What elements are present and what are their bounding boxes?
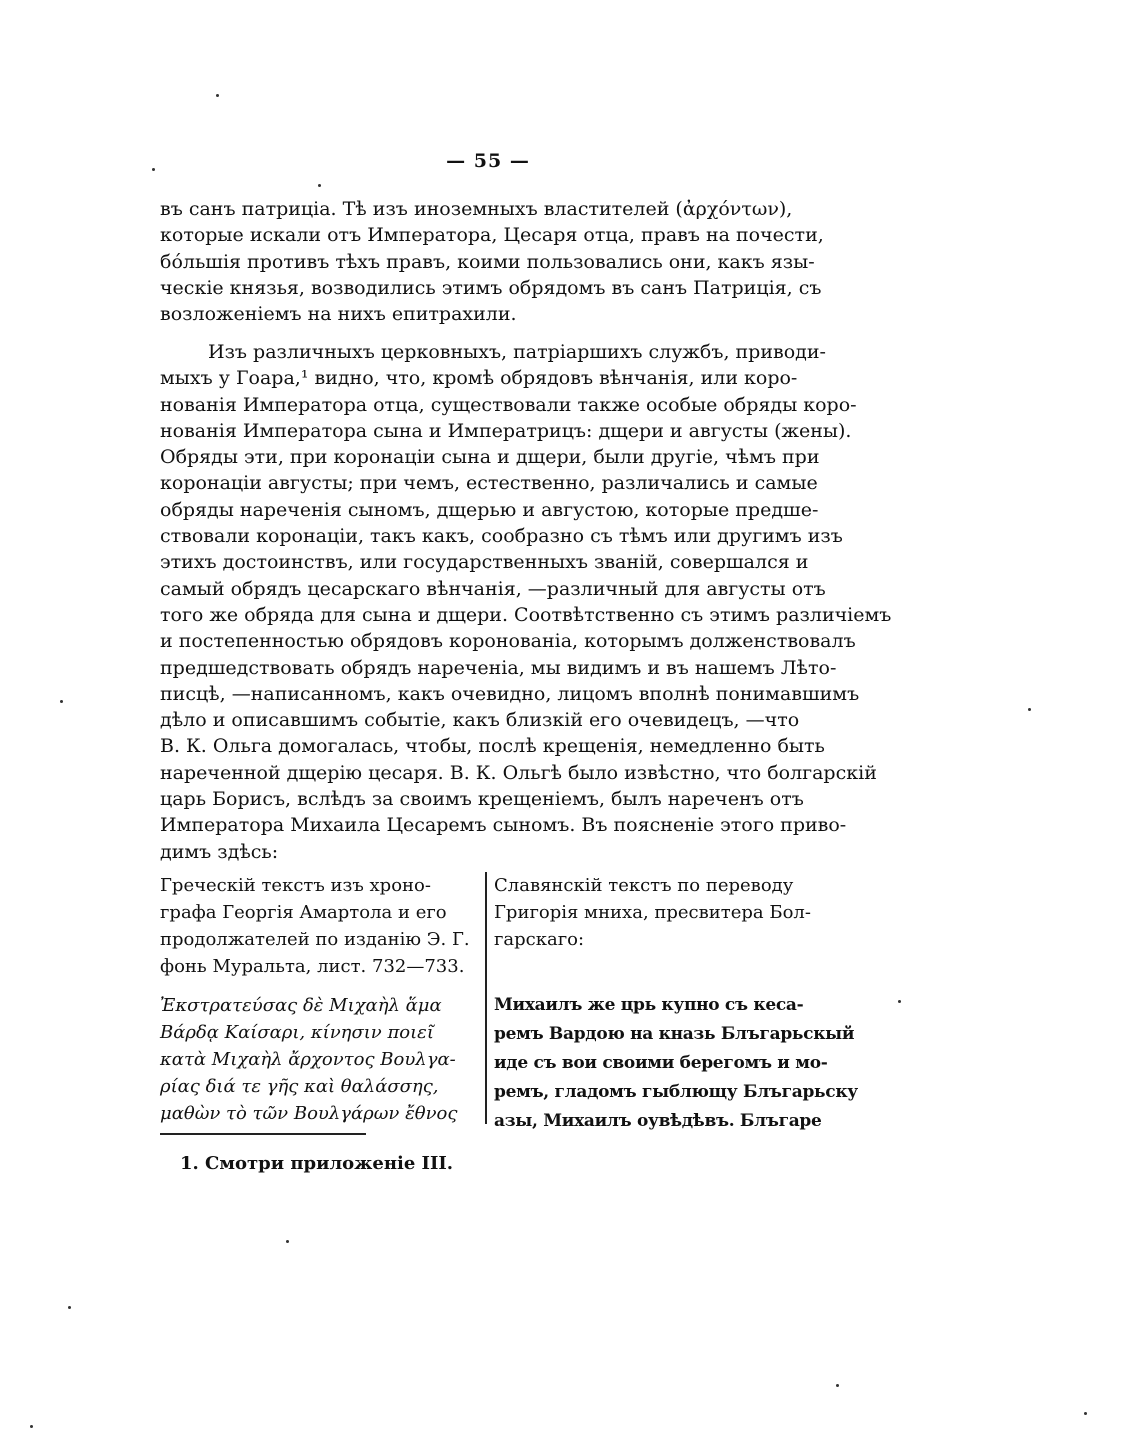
- text-line: самый обрядъ цесарскаго вѣнчанiя, —различный для августы отъ: [160, 577, 826, 600]
- greek-column: [160, 872, 478, 1127]
- scan-speck: [152, 168, 155, 171]
- text-line: мыхъ у Гоара,¹ видно, что, кромѣ обрядовъ вѣнчанiя, или коро-: [160, 367, 798, 390]
- footnote: 1. Смотри приложенiе III.: [180, 1153, 454, 1174]
- text-line: ремъ Вардою на кназь Блъгарьскый: [494, 1024, 855, 1044]
- text-line: Ἐκστρατεύσας δὲ Μιχαὴλ ἅμα: [160, 995, 442, 1016]
- scan-speck: [68, 1306, 71, 1309]
- text-line: ρίας διά τε γῆς καὶ θαλάσσης,: [160, 1076, 439, 1097]
- scan-speck: [318, 184, 321, 187]
- text-line: этихъ достоинствъ, или государственныхъ званiй, совершался и: [160, 551, 809, 574]
- text-line: бо́льшiя противъ тѣхъ правъ, коими пользовались они, какъ язы-: [160, 250, 815, 273]
- paragraph-1: [160, 196, 824, 327]
- text-line: нованiя Императора отца, существовали также особые обряды коро-: [160, 393, 857, 416]
- text-line: Михаилъ же црь купно съ кеса-: [494, 995, 804, 1015]
- footnote-rule: [160, 1133, 366, 1135]
- text-line: Обряды эти, при коронацiи сына и дщери, были другiе, чѣмъ при: [160, 446, 820, 469]
- text-line: ствовали коронацiи, такъ какъ, сообразно съ тѣмъ или другимъ изъ: [160, 525, 843, 548]
- text-line: В. К. Ольга домогалась, чтобы, послѣ крещенiя, немедленно быть: [160, 735, 825, 758]
- text-line: которые искали отъ Императора, Цесаря отца, правъ на почести,: [160, 224, 824, 247]
- text-line: графа Георгiя Амартола и его: [160, 902, 447, 923]
- text-line: иде съ вои своими берегомъ и мо-: [494, 1053, 828, 1073]
- text-line: дѣло и описавшимъ событiе, какъ близкiй его очевидецъ, —что: [160, 709, 800, 732]
- text-line: писцѣ, —написанномъ, какъ очевидно, лицомъ вполнѣ понимавшимъ: [160, 682, 860, 705]
- text-line: въ санъ патрицiа. Тѣ изъ иноземныхъ властителей (ἀρχόντων),: [160, 198, 793, 220]
- text-line: Βάρδᾳ Καίσαρι, κίνησιν ποιεῖ: [160, 1022, 434, 1043]
- text-line: того же обряда для сына и дщери. Соотвѣтственно съ этимъ различiемъ: [160, 603, 892, 626]
- scan-speck: [1028, 708, 1031, 711]
- text-line: обряды нареченiя сыномъ, дщерью и августою, которые предше-: [160, 498, 819, 521]
- scan-speck: [216, 94, 219, 97]
- paragraph-2: [160, 339, 892, 865]
- slavonic-column: [494, 872, 858, 1136]
- scan-speck: [286, 1240, 289, 1243]
- text-line: Императора Михаила Цесаремъ сыномъ. Въ поясненiе этого приво-: [160, 814, 847, 837]
- text-line: ческiе князья, возводились этимъ обрядомъ въ санъ Патрицiя, съ: [160, 276, 822, 299]
- text-line: μαθὼν τὸ τῶν Βουλγάρων ἔθνος: [160, 1103, 458, 1124]
- text-line: Григорiя мниха, пресвитера Бол-: [494, 902, 811, 923]
- text-line: и постепенностью обрядовъ коронованiа, которымъ долженствовалъ: [160, 630, 856, 653]
- scan-speck: [30, 1425, 33, 1428]
- text-line: азы, Михаилъ оувѣдѣвъ. Блъгаре: [494, 1111, 822, 1131]
- text-line: ремъ, гладомъ гыблющу Блъгарьску: [494, 1082, 858, 1102]
- text-line: коронацiи августы; при чемъ, естественно, различались и самые: [160, 472, 818, 495]
- text-line: нареченной дщерiю цесаря. В. К. Ольгѣ было извѣстно, что болгарскiй: [160, 761, 877, 784]
- slavonic-text: [494, 991, 858, 1136]
- text-line: фонь Муральта, лист. 732—733.: [160, 956, 465, 977]
- text-line: κατὰ Μιχαὴλ ἄρχοντος Βουλγα-: [160, 1049, 456, 1070]
- greek-text: [160, 992, 478, 1127]
- parallel-text-columns: [160, 872, 858, 1131]
- text-line: Греческiй текстъ изъ хроно-: [160, 875, 431, 896]
- scan-speck: [898, 1000, 901, 1003]
- text-line: гарскаго:: [494, 929, 585, 950]
- greek-column-heading: [160, 872, 478, 980]
- scan-speck: [836, 1384, 839, 1387]
- text-line: Славянскiй текстъ по переводу: [494, 875, 794, 896]
- text-line: Изъ различныхъ церковныхъ, патрiаршихъ службъ, приводи-: [208, 341, 826, 363]
- text-line: предшедствовать обрядъ нареченiа, мы видимъ и въ нашемъ Лѣто-: [160, 656, 837, 679]
- slavonic-column-heading: [494, 872, 810, 953]
- text-line: царь Борисъ, вслѣдъ за своимъ крещенiемъ, былъ нареченъ отъ: [160, 788, 804, 811]
- scan-speck: [1084, 1412, 1087, 1415]
- text-line: продолжателей по изданiю Э. Г.: [160, 929, 470, 950]
- text-line: возложенiемъ на нихъ епитрахили.: [160, 303, 517, 326]
- scan-speck: [60, 700, 63, 703]
- text-line: нованiя Императора сына и Императрицъ: дщери и августы (жены).: [160, 419, 852, 442]
- page-number: — 55 —: [446, 150, 530, 172]
- column-divider: [485, 872, 487, 1124]
- text-line: димъ здѣсь:: [160, 840, 279, 863]
